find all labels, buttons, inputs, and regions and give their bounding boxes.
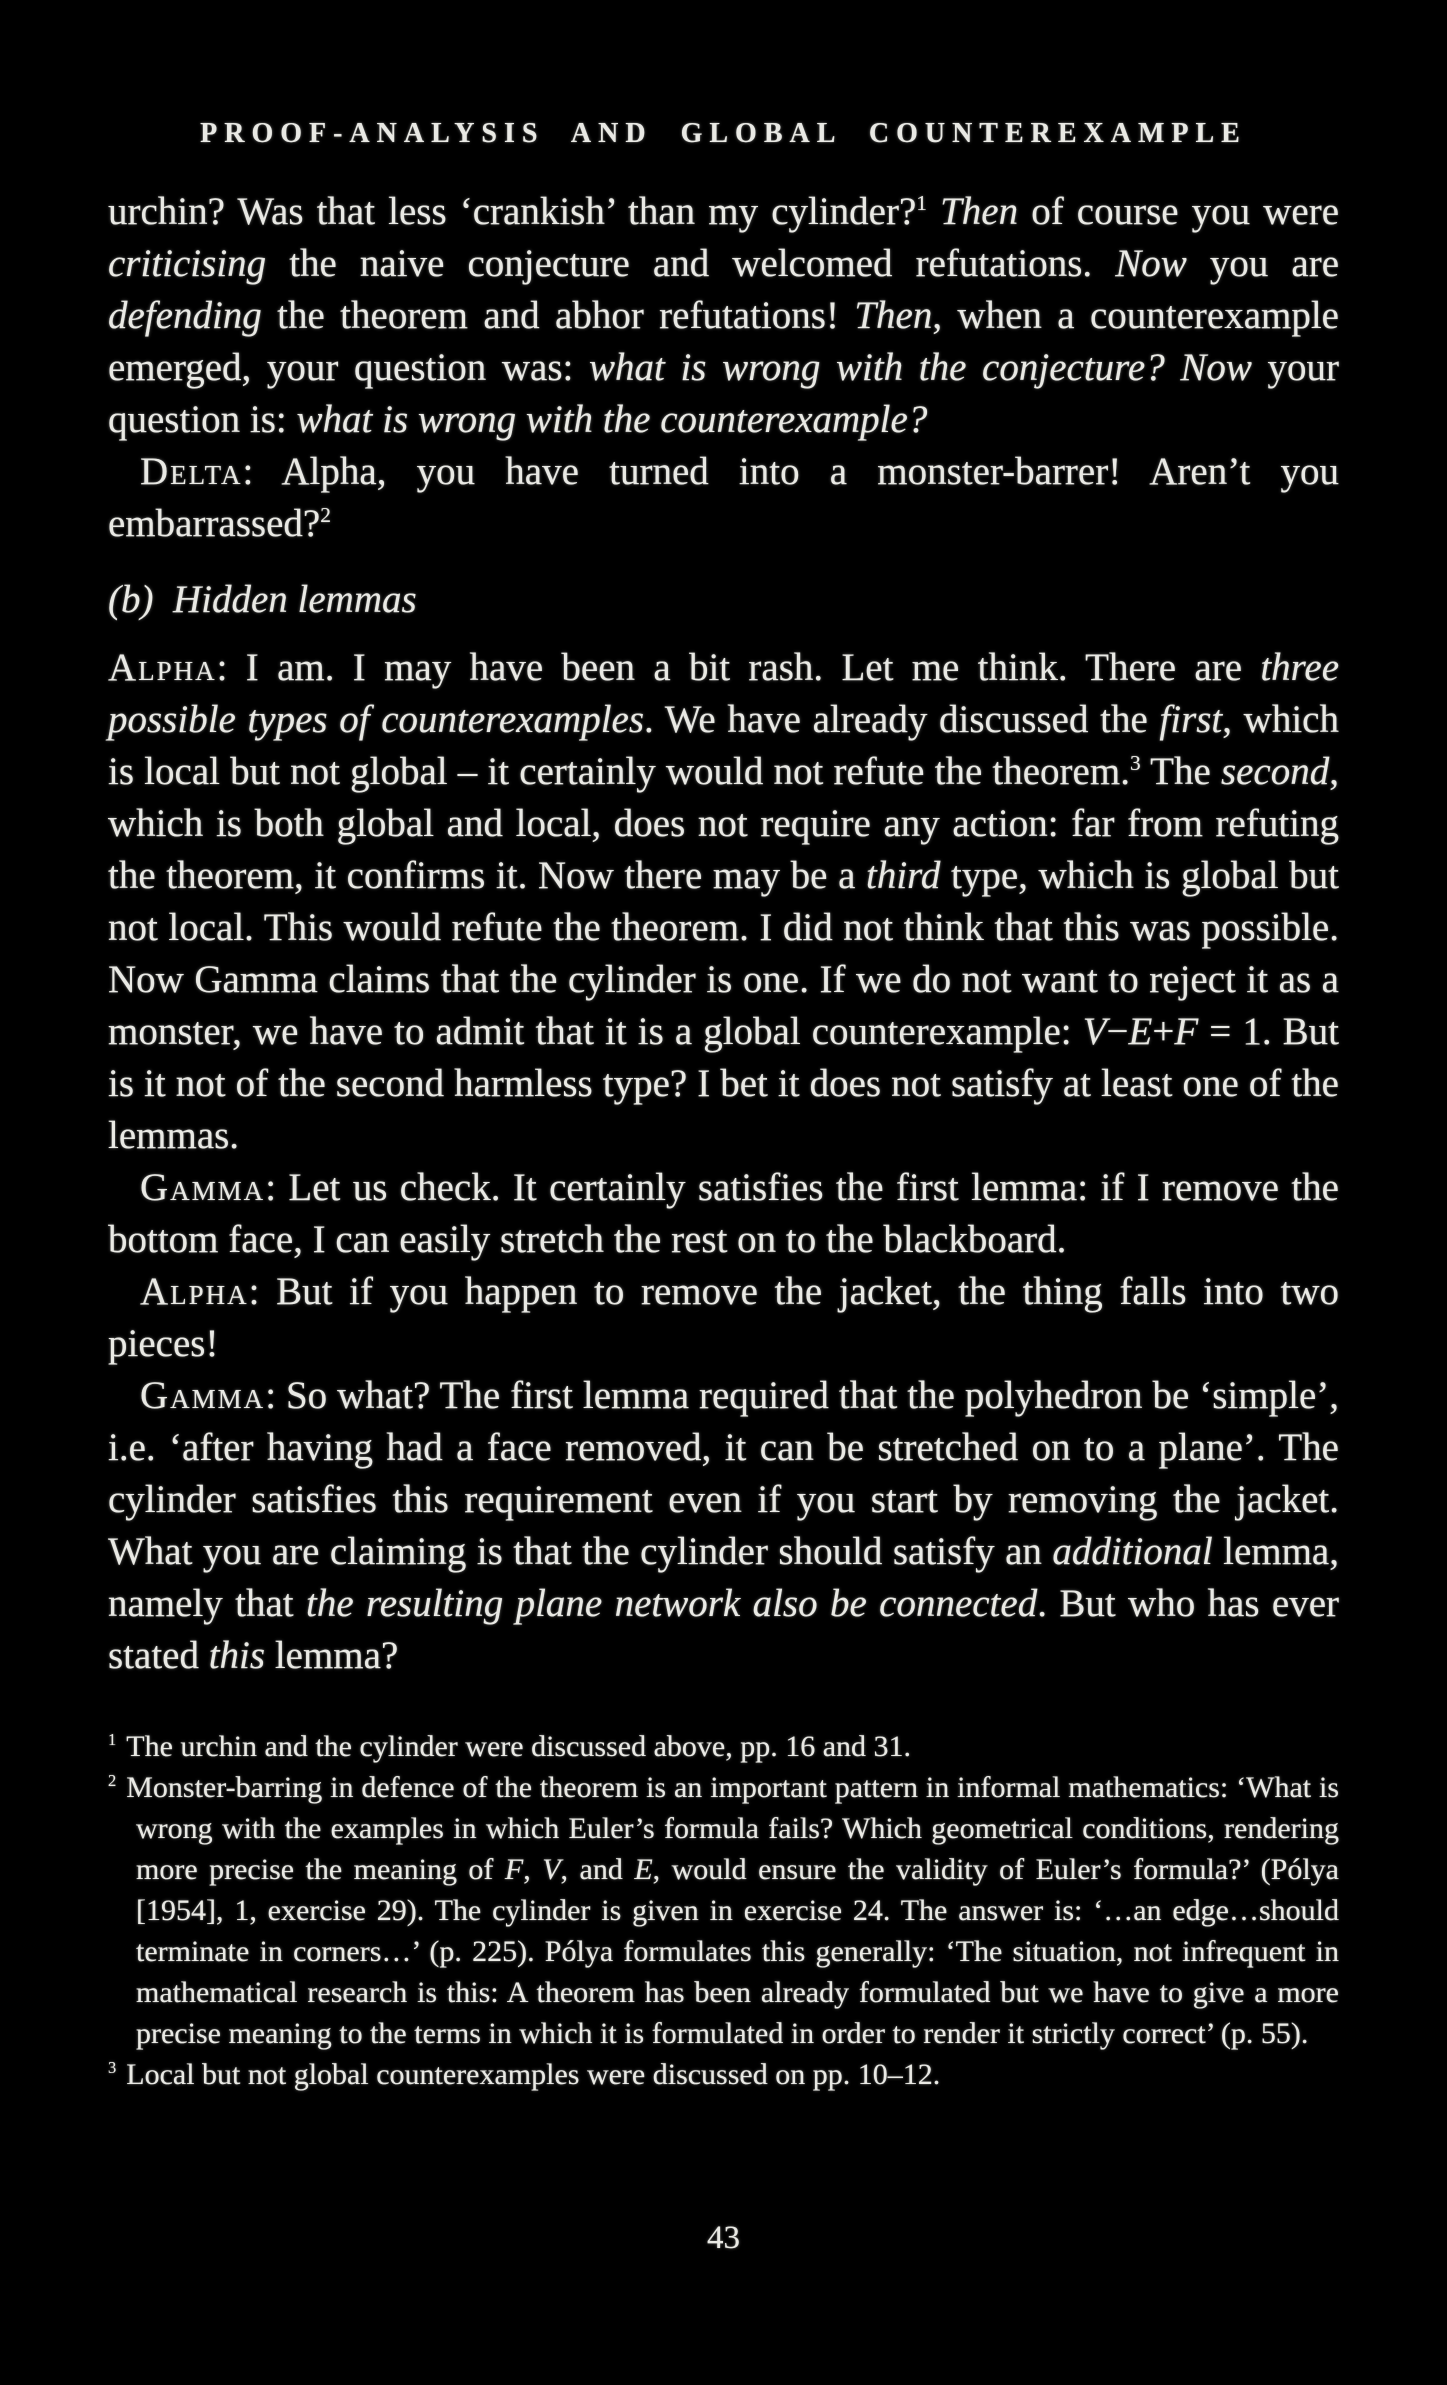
text-segment: : Alpha, you have turned into a monster-barrer! Aren’t you embarrassed?: [108, 450, 1339, 545]
text-segment: what is wrong with the conjecture?: [588, 346, 1165, 389]
footnote-reference: 2: [320, 503, 331, 527]
text-segment: : So what? The first lemma required that the polyhedron be ‘simple’, i.e. ‘after having had a face removed, it can be stretched on to a plane’. The cylinder satisfies this requirement even if you start by removing the jacket. What you are claiming is that the cylinder should satisfy an: [108, 1374, 1339, 1573]
text-segment: what is wrong with the counterexample?: [296, 398, 928, 441]
text-segment: lemma, namely that: [108, 1530, 1339, 1625]
text-segment: type, which is global but not local. This would refute the theorem. I did not think that this was possible. Now Gamma claims that the cylinder is one. If we do not want to reject it as a monster, we have to admit that it is a global counterexample:: [108, 854, 1339, 1053]
text-segment: lemma?: [265, 1634, 399, 1677]
text-segment: ,: [523, 1853, 543, 1886]
text-segment: this: [208, 1634, 266, 1677]
text-segment: = 1. But is it not of the second harmless type? I bet it does not satisfy at least one of the lemmas.: [108, 1010, 1339, 1157]
text-segment: F: [504, 1853, 524, 1886]
text-segment: Then: [940, 190, 1019, 233]
text-segment: the resulting plane network also be connected: [306, 1582, 1038, 1625]
text-segment: , and: [560, 1853, 635, 1886]
text-segment: Now: [1180, 346, 1252, 389]
footnote-marker: 3: [108, 2058, 117, 2077]
text-segment: Alpha: [140, 1270, 249, 1313]
footnote: [108, 1726, 1339, 1767]
body-paragraph: [108, 642, 1339, 1162]
page-number: 43: [707, 2220, 740, 2256]
text-segment: your question is:: [108, 346, 1339, 441]
body-paragraph: [108, 186, 1339, 446]
text-segment: : But if you happen to remove the jacket, the thing falls into two pieces!: [108, 1270, 1339, 1365]
text-segment: : I am. I may have been a bit rash. Let me think. There are: [216, 646, 1261, 689]
text-segment: V: [542, 1853, 561, 1886]
text-segment: E: [1128, 1010, 1153, 1053]
text-segment: The: [1140, 750, 1221, 793]
text-segment: [927, 190, 940, 233]
text-segment: urchin? Was that less ‘crankish’ than my cylinder?: [108, 190, 917, 233]
text-segment: Local but not global counterexamples were discussed on pp. 10–12.: [126, 2058, 941, 2091]
text-segment: you are: [1186, 242, 1340, 285]
text-segment: Delta: [140, 450, 243, 493]
footnote-marker: 2: [108, 1771, 117, 1790]
text-segment: three possible types of counterexamples: [108, 646, 1339, 741]
footnote-reference: 1: [916, 191, 928, 215]
text-segment: first: [1159, 698, 1223, 741]
body-paragraph: [108, 1162, 1339, 1266]
text-segment: −: [1106, 1010, 1129, 1053]
text-segment: V: [1082, 1010, 1107, 1053]
text-segment: The urchin and the cylinder were discussed above, pp. 16 and 31.: [126, 1730, 912, 1763]
text-segment: +: [1152, 1010, 1175, 1053]
text-segment: , would ensure the validity of Euler’s formula?’ (Pólya [1954], 1, exercise 29). The cylinder is given in exercise 24. The answer is: ‘…an edge…should terminate in corners…’ (p. 225). Pólya formulates this generally: ‘The situation, not infrequent in mathematical research is this: A theorem has been already formulated but we have to give a more precise meaning to the terms in which it is formulated in order to render it strictly correct’ (p. 55).: [136, 1853, 1339, 2050]
text-segment: , which is local but not global – it certainly would not refute the theorem.: [108, 698, 1339, 793]
text-segment: of course you were: [1018, 190, 1340, 233]
footnote: [108, 1767, 1339, 2054]
text-segment: the naive conjecture and welcomed refutations.: [266, 242, 1116, 285]
text-segment: : Let us check. It certainly satisfies the first lemma: if I remove the bottom face, I can easily stretch the rest on to the blackboard.: [108, 1166, 1339, 1261]
running-head: PROOF-ANALYSIS AND GLOBAL COUNTEREXAMPLE: [200, 118, 1247, 149]
text-segment: Alpha: [108, 646, 217, 689]
body-paragraph: [108, 1266, 1339, 1370]
body-text: [108, 186, 1339, 1682]
text-segment: Now: [1115, 242, 1187, 285]
text-segment: (b) Hidden lemmas: [108, 578, 417, 621]
text-segment: the theorem and abhor refutations!: [261, 294, 855, 337]
text-segment: criticising: [108, 242, 267, 285]
footnote: [108, 2054, 1339, 2095]
text-segment: [1165, 346, 1181, 389]
text-segment: E: [634, 1853, 653, 1886]
body-paragraph: [108, 1370, 1339, 1682]
text-segment: . But who has ever stated: [108, 1582, 1340, 1677]
text-segment: . We have already discussed the: [644, 698, 1160, 741]
body-paragraph: [108, 446, 1339, 550]
text-segment: F: [1174, 1010, 1199, 1053]
text-segment: third: [866, 854, 941, 897]
text-segment: defending: [108, 294, 262, 337]
text-segment: Gamma: [140, 1166, 266, 1209]
text-segment: , when a counterexample emerged, your question was:: [108, 294, 1339, 389]
text-segment: Then: [854, 294, 933, 337]
footnotes: [108, 1726, 1339, 2095]
footnote-reference: 3: [1129, 751, 1141, 775]
text-segment: additional: [1052, 1530, 1213, 1573]
footnote-marker: 1: [108, 1730, 117, 1749]
text-segment: , which is both global and local, does not require any action: far from refuting the theorem, it confirms it. Now there may be a: [108, 750, 1339, 897]
text-segment: Gamma: [140, 1374, 266, 1417]
text-segment: Monster-barring in defence of the theorem is an important pattern in informal mathematics: ‘What is wrong with the examples in which Euler’s formula fails? Which geometrical conditions, rendering more precise the meaning of: [126, 1771, 1339, 1886]
section-heading: [108, 574, 1339, 626]
text-segment: second: [1220, 750, 1330, 793]
